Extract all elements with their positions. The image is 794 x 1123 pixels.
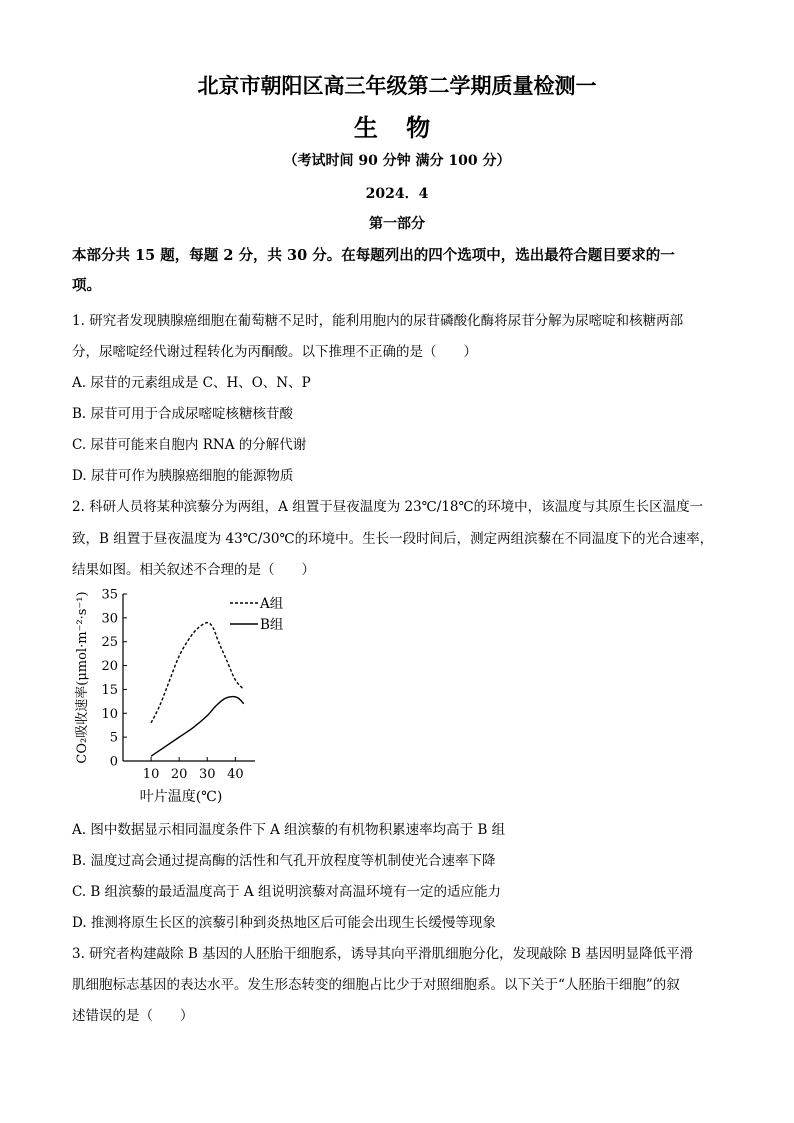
x-axis-label: 叶片温度(℃) bbox=[139, 789, 223, 805]
section-instructions-line-2: 项。 bbox=[72, 277, 101, 294]
question-2-stem-line-2: 致，B 组置于昼夜温度为 43℃/30℃的环境中。生长一段时间后，测定两组滨藜在不同温度下的光合速率， bbox=[72, 531, 714, 547]
question-2-stem-line-3: 结果如图。相关叙述不合理的是（ ） bbox=[72, 562, 315, 578]
x-tick-label: 40 bbox=[227, 767, 244, 782]
question-3-stem-line-3: 述错误的是（ ） bbox=[72, 1008, 194, 1024]
legend-label-b: B组 bbox=[260, 617, 284, 633]
question-1-option-d: D. 尿苷可作为胰腺癌细胞的能源物质 bbox=[72, 468, 294, 484]
y-tick-label: 30 bbox=[101, 611, 118, 627]
x-tick-label: 20 bbox=[170, 767, 188, 782]
question-1-option-b: B. 尿苷可用于合成尿嘧啶核糖核苷酸 bbox=[72, 406, 294, 422]
legend-label-a: A组 bbox=[260, 596, 284, 612]
exam-info: （考试时间 90 分钟 满分 100 分） bbox=[283, 153, 511, 169]
part-heading: 第一部分 bbox=[369, 216, 425, 232]
series-line-b bbox=[151, 697, 244, 757]
y-tick-label: 0 bbox=[109, 754, 118, 770]
y-tick-label: 10 bbox=[101, 706, 118, 722]
question-2-option-a: A. 图中数据显示相同温度条件下 A 组滨藜的有机物积累速率均高于 B 组 bbox=[72, 822, 506, 838]
y-axis-label: CO₂吸收速率(μmol·m⁻²·s⁻¹) bbox=[75, 591, 90, 764]
y-tick-label: 20 bbox=[101, 659, 118, 675]
x-tick-label: 30 bbox=[198, 767, 216, 782]
section-instructions-line-1: 本部分共 15 题，每题 2 分，共 30 分。在每题列出的四个选项中，选出最符合题目要求的一 bbox=[72, 247, 675, 264]
y-tick-label: 35 bbox=[101, 588, 118, 603]
subject-title: 生 物 bbox=[353, 113, 441, 142]
question-2-option-d: D. 推测将原生长区的滨藜引种到炎热地区后可能会出现生长缓慢等现象 bbox=[72, 915, 496, 931]
question-2-stem-line-1: 2. 科研人员将某种滨藜分为两组，A 组置于昼夜温度为 23℃/18℃的环境中，该温度与其原生长区温度一 bbox=[72, 499, 704, 515]
question-1-option-a: A. 尿苷的元素组成是 C、H、O、N、P bbox=[72, 375, 311, 391]
exam-title: 北京市朝阳区高三年级第二学期质量检测一 bbox=[197, 73, 597, 98]
question-3-stem-line-2: 肌细胞标志基因的表达水平。发生形态转变的细胞占比少于对照细胞系。以下关于“人胚胎干细胞”的叙 bbox=[72, 977, 680, 993]
y-tick-label: 15 bbox=[101, 682, 118, 698]
question-3-stem-line-1: 3. 研究者构建敲除 B 基因的人胚胎干细胞系，诱导其向平滑肌细胞分化，发现敲除 B 基因明显降低平滑 bbox=[72, 946, 694, 962]
series-line-a bbox=[151, 623, 244, 723]
y-tick-label: 5 bbox=[109, 730, 118, 746]
question-1-stem-line-1: 1. 研究者发现胰腺癌细胞在葡萄糖不足时，能利用胞内的尿苷磷酸化酶将尿苷分解为尿嘧啶和核糖两部 bbox=[72, 313, 684, 329]
y-tick-label: 25 bbox=[101, 635, 118, 651]
photosynthesis-chart bbox=[70, 588, 310, 810]
question-2-option-b: B. 温度过高会通过提高酶的活性和气孔开放程度等机制使光合速率下降 bbox=[72, 853, 496, 869]
question-2-option-c: C. B 组滨藜的最适温度高于 A 组说明滨藜对高温环境有一定的适应能力 bbox=[72, 884, 501, 900]
question-1-stem-line-2: 分，尿嘧啶经代谢过程转化为丙酮酸。以下推理不正确的是（ ） bbox=[72, 344, 477, 360]
question-1-option-c: C. 尿苷可能来自胞内 RNA 的分解代谢 bbox=[72, 437, 307, 453]
exam-date: 2024．4 bbox=[365, 186, 429, 202]
x-tick-label: 10 bbox=[142, 767, 160, 782]
